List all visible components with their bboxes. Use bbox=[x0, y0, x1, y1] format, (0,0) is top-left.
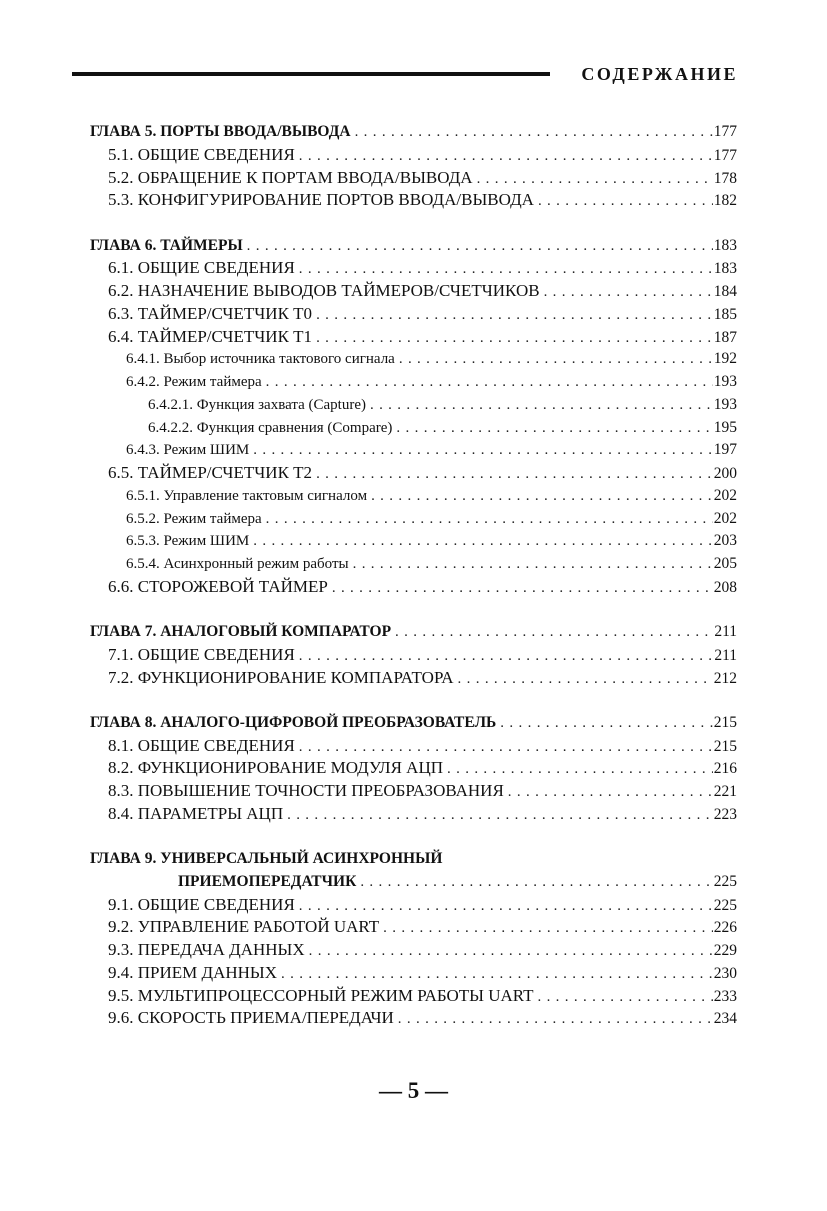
toc-subsection-row[interactable] bbox=[90, 530, 737, 553]
toc-entry-title: 9.5. МУЛЬТИПРОЦЕССОРНЫЙ РЕЖИМ РАБОТЫ UART bbox=[108, 985, 534, 1005]
toc-entry-page: 177 bbox=[713, 146, 737, 164]
toc-entry-page: 184 bbox=[713, 283, 737, 300]
toc-entry-page: 233 bbox=[713, 987, 737, 1005]
toc-entry-title: 5.2. ОБРАЩЕНИЕ К ПОРТАМ ВВОДА/ВЫВОДА bbox=[108, 167, 473, 187]
page-number: — 5 — bbox=[379, 1078, 448, 1103]
toc-entry-page: 208 bbox=[713, 578, 737, 596]
toc-subsection-row[interactable] bbox=[90, 553, 737, 576]
toc-leader-dots bbox=[247, 235, 713, 258]
toc-leader-dots bbox=[360, 871, 712, 894]
toc-entry-title: 8.1. ОБЩИЕ СВЕДЕНИЯ bbox=[108, 735, 295, 755]
toc-leader-dots bbox=[299, 736, 713, 759]
chapter-6 bbox=[90, 235, 737, 599]
toc-entry-title: 6.1. ОБЩИЕ СВЕДЕНИЯ bbox=[108, 258, 295, 278]
toc-entry-page: 192 bbox=[713, 350, 737, 368]
toc-leader-dots bbox=[266, 508, 713, 531]
toc-entry-title: 7.1. ОБЩИЕ СВЕДЕНИЯ bbox=[108, 644, 295, 664]
toc-leader-dots bbox=[353, 553, 713, 576]
toc-entry-title: 9.4. ПРИЕМ ДАННЫХ bbox=[108, 962, 278, 982]
toc-leader-dots bbox=[508, 781, 713, 804]
toc-entry-page: 202 bbox=[713, 486, 737, 504]
toc-section-row[interactable] bbox=[90, 167, 737, 190]
toc-entry-page: 211 bbox=[714, 623, 737, 640]
toc-entry-page: 223 bbox=[713, 805, 737, 823]
toc-section-row[interactable] bbox=[90, 916, 737, 939]
toc-entry-page: 182 bbox=[713, 192, 737, 210]
toc-subsection-row[interactable] bbox=[90, 348, 737, 371]
toc-entry-title: 6.5.2. Режим таймера bbox=[126, 510, 262, 527]
toc-chapter-row[interactable] bbox=[90, 848, 737, 871]
toc-chapter-row[interactable] bbox=[90, 712, 737, 735]
toc-leader-dots bbox=[544, 281, 713, 304]
toc-leader-dots bbox=[447, 758, 713, 781]
toc-leader-dots bbox=[253, 530, 713, 553]
header-title: СОДЕРЖАНИЕ bbox=[581, 64, 738, 84]
toc-leader-dots bbox=[538, 190, 713, 213]
toc-leader-dots bbox=[458, 668, 713, 691]
toc-chapter-row-continued[interactable] bbox=[90, 871, 737, 894]
toc-entry-page: 195 bbox=[713, 418, 737, 436]
toc-entry-page: 187 bbox=[713, 328, 737, 346]
toc-leader-dots bbox=[299, 895, 713, 918]
toc-leader-dots bbox=[299, 645, 714, 668]
toc-entry-page: 183 bbox=[713, 260, 737, 278]
toc-leader-dots bbox=[309, 940, 713, 963]
toc-entry-title: 5.1. ОБЩИЕ СВЕДЕНИЯ bbox=[108, 144, 295, 164]
toc-entry-page: 229 bbox=[713, 942, 737, 959]
toc-entry-title-continued: ПРИЕМОПЕРЕДАТЧИК bbox=[178, 872, 357, 890]
toc-leader-dots bbox=[500, 712, 712, 735]
toc-entry-title: 6.4.2.2. Функция сравнения (Compare) bbox=[148, 419, 393, 436]
toc-section-row[interactable] bbox=[90, 189, 737, 212]
toc-section-row[interactable] bbox=[90, 780, 737, 803]
toc-entry-page: 178 bbox=[713, 169, 737, 187]
chapter-7 bbox=[90, 621, 737, 689]
toc-entry-page: 226 bbox=[713, 919, 737, 937]
toc-entry-title: ГЛАВА 7. АНАЛОГОВЫЙ КОМПАРАТОР bbox=[90, 623, 392, 640]
toc-entry-title: ГЛАВА 8. АНАЛОГО-ЦИФРОВОЙ ПРЕОБРАЗОВАТЕЛЬ bbox=[90, 713, 497, 731]
toc-entry-title: 8.4. ПАРАМЕТРЫ АЦП bbox=[108, 803, 284, 823]
toc-leader-dots bbox=[370, 394, 713, 417]
toc-subsection-row[interactable] bbox=[90, 485, 737, 508]
toc-entry-page: 225 bbox=[713, 896, 737, 914]
toc-entry-title: 7.2. ФУНКЦИОНИРОВАНИЕ КОМПАРАТОРА bbox=[108, 667, 454, 687]
toc-leader-dots bbox=[332, 577, 713, 600]
toc-leader-dots bbox=[399, 348, 713, 371]
toc-entry-page: 216 bbox=[713, 760, 737, 778]
toc-leader-dots bbox=[477, 168, 713, 191]
toc-section-row[interactable] bbox=[90, 757, 737, 780]
toc-entry-title: 5.3. КОНФИГУРИРОВАНИЕ ПОРТОВ ВВОДА/ВЫВОДА bbox=[108, 190, 534, 210]
toc-leader-dots bbox=[537, 986, 712, 1009]
toc-entry-page: 197 bbox=[713, 441, 737, 459]
toc-section-row[interactable] bbox=[90, 644, 737, 667]
toc-leader-dots bbox=[316, 327, 713, 350]
toc-section-row[interactable] bbox=[90, 576, 737, 599]
toc-section-row[interactable] bbox=[90, 939, 737, 962]
toc-entry-page: 215 bbox=[713, 713, 737, 731]
toc-leader-dots bbox=[266, 371, 713, 394]
toc-chapter-row[interactable] bbox=[90, 121, 737, 144]
toc-leader-dots bbox=[355, 121, 713, 144]
toc-entry-title: 6.5.3. Режим ШИМ bbox=[126, 533, 250, 550]
toc-subsubsection-row[interactable] bbox=[90, 417, 737, 440]
toc-section-row[interactable] bbox=[90, 462, 737, 485]
toc-section-row[interactable] bbox=[90, 985, 737, 1008]
toc-chapter-row[interactable] bbox=[90, 235, 737, 258]
toc-entry-page: 177 bbox=[713, 123, 737, 140]
toc-entry-page: 185 bbox=[713, 305, 737, 323]
toc-subsection-row[interactable] bbox=[90, 508, 737, 531]
toc-section-row[interactable] bbox=[90, 280, 737, 303]
toc-entry-page: 203 bbox=[713, 532, 737, 550]
toc-entry-title: 9.6. СКОРОСТЬ ПРИЕМА/ПЕРЕДАЧИ bbox=[108, 1008, 394, 1028]
toc-section-row[interactable] bbox=[90, 303, 737, 326]
toc-section-row[interactable] bbox=[90, 962, 737, 985]
toc-entry-title: 6.4.2. Режим таймера bbox=[126, 374, 262, 390]
toc-entry-title: 6.2. НАЗНАЧЕНИЕ ВЫВОДОВ ТАЙМЕРОВ/СЧЕТЧИКОВ bbox=[108, 281, 540, 300]
toc-entry-title: ГЛАВА 6. ТАЙМЕРЫ bbox=[90, 236, 243, 254]
toc-leader-dots bbox=[299, 258, 713, 281]
toc-subsection-row[interactable] bbox=[90, 371, 737, 394]
toc-entry-title: 6.5. ТАЙМЕР/СЧЕТЧИК Т2 bbox=[108, 463, 313, 482]
toc-leader-dots bbox=[383, 917, 713, 940]
toc-entry-title: 6.4.2.1. Функция захвата (Capture) bbox=[148, 396, 366, 413]
toc-entry-title: 6.4.1. Выбор источника тактового сигнала bbox=[126, 351, 395, 368]
toc-entry-page: 211 bbox=[714, 646, 737, 664]
toc-entry-page: 193 bbox=[713, 395, 737, 413]
toc-section-row[interactable] bbox=[90, 667, 737, 690]
toc-entry-title: 9.2. УПРАВЛЕНИЕ РАБОТОЙ UART bbox=[108, 917, 380, 937]
table-of-contents bbox=[90, 121, 737, 1030]
toc-entry-page: 230 bbox=[713, 964, 737, 982]
toc-chapter-row[interactable] bbox=[90, 621, 737, 644]
chapter-9 bbox=[90, 848, 737, 1030]
toc-entry-title: 6.4. ТАЙМЕР/СЧЕТЧИК Т1 bbox=[108, 326, 313, 346]
toc-leader-dots bbox=[287, 804, 713, 827]
toc-entry-page: 215 bbox=[713, 737, 737, 755]
toc-leader-dots bbox=[371, 485, 713, 508]
toc-leader-dots bbox=[398, 1008, 713, 1031]
toc-entry-page: 183 bbox=[713, 236, 737, 254]
toc-entry-page: 225 bbox=[713, 872, 737, 890]
toc-section-row[interactable] bbox=[90, 894, 737, 917]
toc-entry-page: 234 bbox=[713, 1010, 737, 1028]
toc-leader-dots bbox=[396, 417, 712, 440]
toc-entry-page: 202 bbox=[713, 509, 737, 527]
toc-section-row[interactable] bbox=[90, 144, 737, 167]
toc-entry-page: 221 bbox=[713, 783, 737, 800]
toc-section-row[interactable] bbox=[90, 326, 737, 349]
toc-entry-page: 193 bbox=[713, 373, 737, 390]
toc-entry-title: 8.3. ПОВЫШЕНИЕ ТОЧНОСТИ ПРЕОБРАЗОВАНИЯ bbox=[108, 781, 504, 800]
toc-entry-title: 6.5.4. Асинхронный режим работы bbox=[126, 556, 349, 572]
toc-entry-page: 212 bbox=[713, 669, 737, 687]
toc-entry-title: 6.6. СТОРОЖЕВОЙ ТАЙМЕР bbox=[108, 576, 328, 596]
toc-subsection-row[interactable] bbox=[90, 439, 737, 462]
toc-leader-dots bbox=[253, 439, 713, 462]
toc-entry-title: ГЛАВА 5. ПОРТЫ ВВОДА/ВЫВОДА bbox=[90, 123, 351, 140]
toc-entry-title: 9.1. ОБЩИЕ СВЕДЕНИЯ bbox=[108, 894, 295, 914]
chapter-8 bbox=[90, 712, 737, 826]
toc-leader-dots bbox=[395, 621, 713, 644]
toc-section-row[interactable] bbox=[90, 257, 737, 280]
toc-subsubsection-row[interactable] bbox=[90, 394, 737, 417]
toc-entry-title: ГЛАВА 9. УНИВЕРСАЛЬНЫЙ АСИНХРОННЫЙ bbox=[90, 850, 443, 867]
toc-entry-title: 6.5.1. Управление тактовым сигналом bbox=[126, 487, 368, 504]
toc-entry-title: 8.2. ФУНКЦИОНИРОВАНИЕ МОДУЛЯ АЦП bbox=[108, 758, 444, 778]
toc-leader-dots bbox=[316, 304, 713, 327]
toc-entry-title: 9.3. ПЕРЕДАЧА ДАННЫХ bbox=[108, 940, 305, 959]
toc-entry-page: 205 bbox=[713, 555, 737, 572]
toc-entry-page: 200 bbox=[713, 465, 737, 482]
toc-section-row[interactable] bbox=[90, 803, 737, 826]
toc-section-row[interactable] bbox=[90, 1007, 737, 1030]
chapter-5 bbox=[90, 121, 737, 212]
toc-leader-dots bbox=[299, 145, 713, 168]
toc-leader-dots bbox=[281, 963, 713, 986]
header-rule bbox=[72, 72, 550, 76]
toc-entry-title: 6.4.3. Режим ШИМ bbox=[126, 442, 250, 459]
toc-entry-title: 6.3. ТАЙМЕР/СЧЕТЧИК Т0 bbox=[108, 303, 313, 323]
toc-leader-dots bbox=[316, 463, 713, 486]
toc-section-row[interactable] bbox=[90, 735, 737, 758]
